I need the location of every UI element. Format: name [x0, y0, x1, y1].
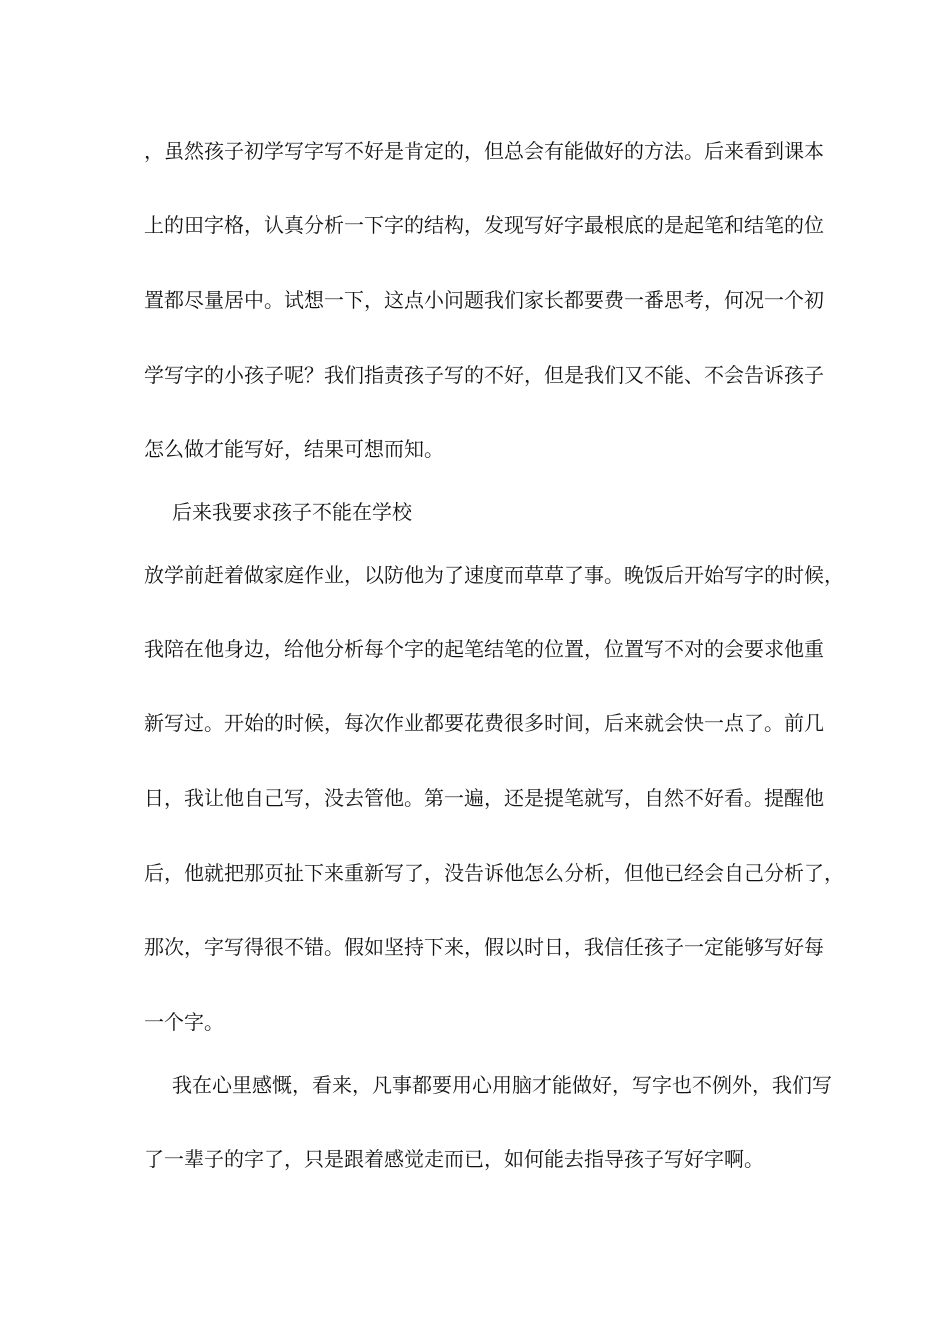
text-line: 后，他就把那页扯下来重新写了，没告诉他怎么分析，但他已经会自己分析了， [144, 861, 844, 885]
text-line: 置都尽量居中。试想一下，这点小问题我们家长都要费一番思考，何况一个初 [144, 288, 824, 312]
text-line: 那次，字写得很不错。假如坚持下来，假以时日，我信任孩子一定能够写好每 [144, 935, 824, 959]
text-line: 学写字的小孩子呢？我们指责孩子写的不好，但是我们又不能、不会告诉孩子 [144, 363, 824, 387]
text-line: 我在心里感慨，看来，凡事都要用心用脑才能做好，写字也不例外，我们写 [172, 1073, 832, 1097]
text-line: 上的田字格，认真分析一下字的结构，发现写好字最根底的是起笔和结笔的位 [144, 213, 824, 237]
text-line: 后来我要求孩子不能在学校 [172, 500, 412, 524]
text-line: 日，我让他自己写，没去管他。第一遍，还是提笔就写，自然不好看。提醒他 [144, 786, 824, 810]
text-line: 放学前赶着做家庭作业，以防他为了速度而草草了事。晚饭后开始写字的时候， [144, 563, 844, 587]
text-line: 了一辈子的字了，只是跟着感觉走而已，如何能去指导孩子写好字啊。 [144, 1147, 764, 1171]
text-line: 我陪在他身边，给他分析每个字的起笔结笔的位置，位置写不对的会要求他重 [144, 637, 824, 661]
text-line: 一个字。 [144, 1010, 224, 1034]
text-line: ，虽然孩子初学写字写不好是肯定的，但总会有能做好的方法。后来看到课本 [144, 139, 824, 163]
text-line: 怎么做才能写好，结果可想而知。 [144, 437, 444, 461]
text-line: 新写过。开始的时候，每次作业都要花费很多时间，后来就会快一点了。前几 [144, 711, 824, 735]
